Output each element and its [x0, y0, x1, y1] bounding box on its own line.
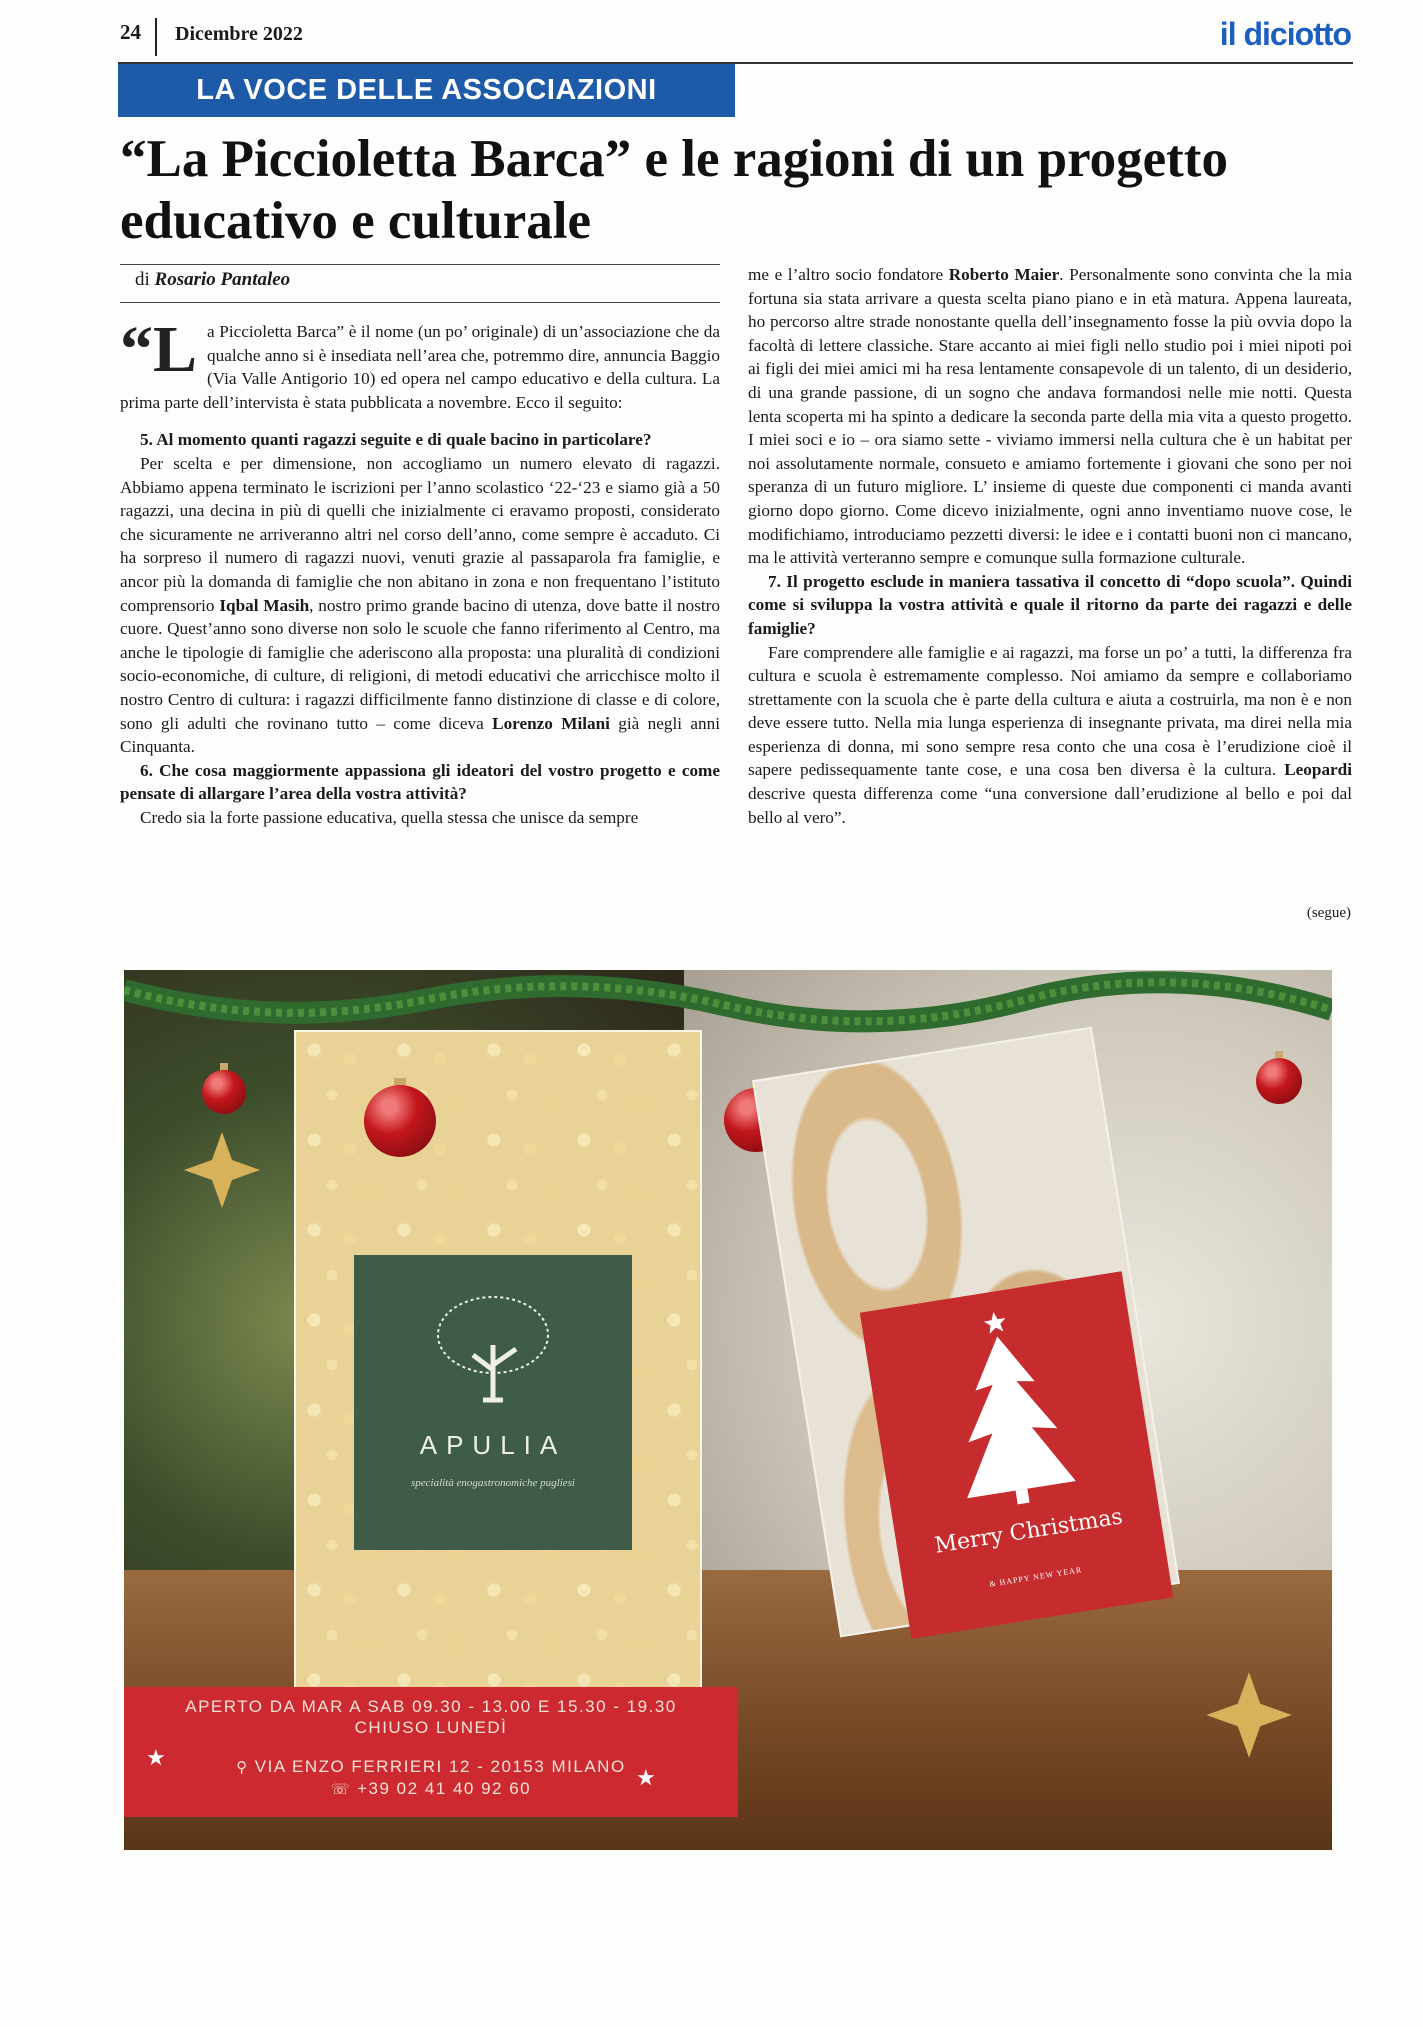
closed-day: CHIUSO LUNEDÌ: [354, 1718, 508, 1737]
star-icon: ★: [636, 1765, 656, 1790]
ornament-ball: [364, 1085, 436, 1157]
answer-5-text-3: già negli anni Cinquanta.: [120, 713, 720, 757]
intro-paragraph: [120, 313, 720, 414]
article-column-right: [748, 263, 1352, 829]
answer-5: [120, 452, 720, 759]
answer-5-text-2: , nostro primo grande bacino di utenza, dove batte il nostro cuore. Quest’anno sono diverse non solo le scuole che fanno riferimento al Centro, ma anche le tipologie di famiglie che aderiscono alla proposta: una pluralità di condizioni socio-economiche, di culture, di religioni, di metodi educativi che arricchisce molto il nostro Centro di cultura: i ragazzi difficilmente fanno distinzione di classe e di colore, sono gli adulti che rovinano tutto – come diceva: [120, 595, 720, 733]
apulia-tagline: specialità enogastronomiche pugliesi: [411, 1477, 575, 1489]
answer-6-start: Credo sia la forte passione educativa, quella stessa che unisce da sempre: [140, 807, 639, 827]
christmas-card: [860, 1271, 1173, 1638]
continued-note: (segue): [1306, 905, 1351, 921]
name-iqbal-masih: Iqbal Masih: [219, 595, 310, 615]
intro-text: a Piccioletta Barca” è il nome (un po’ originale) di un’associazione che da qualche anno si è insediata nell’area che, potremmo dire, annuncia Baggio (Via Valle Antigorio 10) ed opera nel campo educativo e della cultura. La prima parte dell’intervista è stata pubblicata a novembre. Ecco il seguito:: [120, 322, 720, 412]
article-title: “La Piccioletta Barca” e le ragioni di un progetto educativo e culturale: [120, 130, 1228, 250]
byline-author: Rosario Pantaleo: [154, 269, 291, 290]
answer-7-text-1: Fare comprendere alle famiglie e ai ragazzi, ma forse un po’ a tutti, la differenza fra cultura e scuola è estremamente complesso. Noi amiamo da sempre e collaboriamo strettamente con la scuola che è parte della cultura e aiuta a costruirla, ma non è e non deve essere tutto. Nella mia lunga esperienza di insegnante privata, ma direi nella mia esperienza di donna, mi sono sempre resa conto che una cosa è l’erudizione cioè il sapere pedissequamente tante cose, e una cosa ben diversa è la cultura.: [748, 642, 1352, 780]
question-5: 5. Al momento quanti ragazzi seguite e di quale bacino in particolare?: [140, 430, 652, 450]
question-6: 6. Che cosa maggiormente appassiona gli ideatori del vostro progetto e come pensate di allargare l’area della vostra attività?: [120, 760, 720, 804]
byline: [135, 269, 290, 291]
apulia-brand-name: APULIA: [419, 1430, 567, 1460]
issue-date: Dicembre 2022: [175, 23, 303, 45]
apulia-label: [354, 1255, 632, 1550]
answer-6-continued: [748, 263, 1352, 570]
location-pin-icon: ⚲: [236, 1759, 249, 1776]
question-7: 7. Il progetto esclude in maniera tassativa il concetto di “dopo scuola”. Quindi come si sviluppa la vostra attività e quale il ritorno da parte dei ragazzi e delle famiglie?: [748, 571, 1352, 638]
answer-6-text-1: me e l’altro socio fondatore: [748, 265, 944, 284]
gold-star-icon: [1204, 1670, 1294, 1760]
olive-tree-icon: [428, 1285, 558, 1415]
answer-7-text-2: descrive questa differenza come “una conversione dall’erudizione al bello e poi dal bello al vero”.: [748, 784, 1352, 827]
masthead-logo: il diciotto: [1219, 16, 1351, 52]
address-text: VIA ENZO FERRIERI 12 - 20153 MILANO: [254, 1757, 626, 1776]
byline-prefix: di: [135, 269, 150, 290]
article-column-left: [120, 313, 720, 829]
happy-new-year-text: & HAPPY NEW YEAR: [988, 1565, 1083, 1589]
section-banner: LA VOCE DELLE ASSOCIAZIONI: [118, 64, 735, 117]
ornament-ball: [1256, 1058, 1302, 1104]
byline-rule-top: [120, 264, 720, 265]
gold-star-icon: [182, 1130, 262, 1210]
phone-icon: ☏: [330, 1781, 352, 1798]
answer-6-text-2: . Personalmente sono convinta che la mia fortuna sia stata arrivare a questa scelta piano piano e in età matura. Appena laureata, ho percorso altre strade nonostante quella dell’insegnamento fosse la più ovvia dopo la facoltà di lettere classiche. Stare accanto ai miei figli nello studio poi i miei nipoti poi ai figli dei miei amici mi ha resa lentamente consapevole di un talento, di un desiderio, di una grande passione, di un sogno che andava formandosi nelle mie notti. Questa lenta scoperta mi ha spinto a dedicare la seconda parte della mia vita a questo progetto. I miei soci e io – ora siamo sette - viviamo immersi nella cultura che è un habitat per noi assolutamente normale, consueto e amiamo fortemente i giovani che sono per noi speranza di un futuro migliore. L’ insieme di queste due componenti ci manda avanti giorno dopo giorno. Come dicevo inizialmente, ogni anno inventiamo nuove cose, le modifichiamo, introduciamo pezzetti diversi: le idee e i contatti buoni non ci mancano, ma le attività verteranno sempre e comunque sulla formazione culturale.: [748, 265, 1352, 568]
answer-5-text-1: Per scelta e per dimensione, non accogliamo un numero elevato di ragazzi. Abbiamo appena terminato le iscrizioni per l’anno scolastico ‘22-‘23 e siamo già a 50 ragazzi, una decina in più di quelli che inizialmente ci eravamo proposti, considerato che sicuramente ne arriveranno altri nel corso dell’anno, come sempre è accaduto. Ci ha sorpreso il numero di ragazzi nuovi, venuti grazie al passaparola fra famiglie, e ancor più la domanda di famiglie che non abitano in zona e non frequentano l’istituto comprensorio: [120, 453, 720, 615]
phone-text: +39 02 41 40 92 60: [357, 1779, 532, 1798]
ornament-ball: [202, 1070, 246, 1114]
name-roberto-maier: Roberto Maier: [948, 265, 1060, 284]
header-divider: [155, 18, 157, 56]
name-lorenzo-milani: Lorenzo Milani: [492, 713, 610, 733]
opening-hours: APERTO DA MAR A SAB 09.30 - 13.00 E 15.30 - 19.30: [185, 1697, 677, 1716]
christmas-tree-icon: [934, 1302, 1084, 1518]
store-info-banner: [124, 1687, 738, 1817]
drop-cap: “L: [120, 313, 198, 386]
answer-7: [748, 641, 1352, 830]
byline-rule-bottom: [120, 302, 720, 303]
star-icon: ★: [146, 1745, 166, 1770]
page-number: 24: [120, 20, 141, 44]
advertisement: [124, 970, 1332, 1850]
merry-christmas-text: Merry Christmas: [932, 1504, 1125, 1559]
name-leopardi: Leopardi: [1284, 760, 1353, 780]
